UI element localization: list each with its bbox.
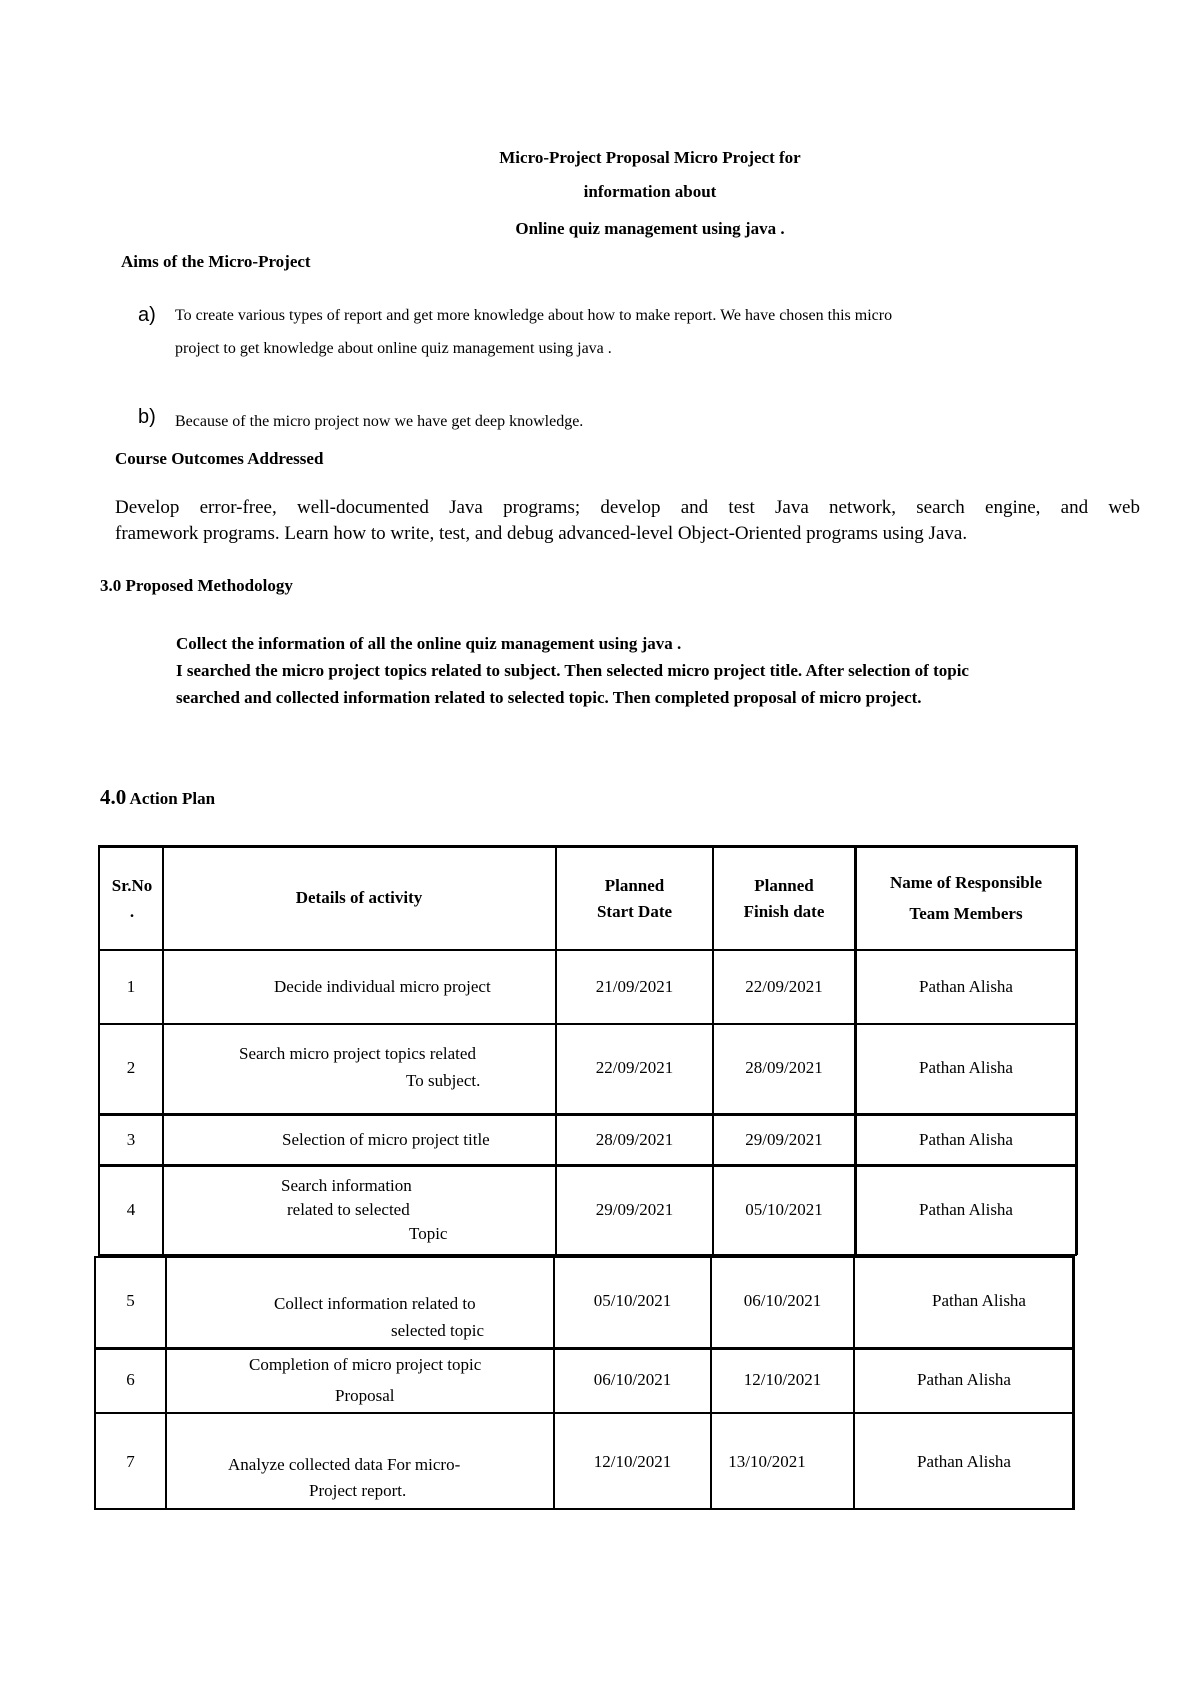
header-member-2: Team Members	[909, 904, 1023, 923]
title-line-3: Online quiz management using java .	[515, 219, 785, 238]
row-4-member: Pathan Alisha	[919, 1200, 1013, 1219]
row-2-no: 2	[126, 1058, 136, 1077]
row-2-member: Pathan Alisha	[919, 1058, 1013, 1077]
title-line-1: Micro-Project Proposal Micro Project for	[499, 148, 801, 167]
row-6-finish: 12/10/2021	[743, 1370, 822, 1389]
row-2-detail-1: Search micro project topics related	[239, 1044, 476, 1063]
row-4-detail-2: related to selected	[287, 1200, 410, 1219]
aims-item-b-letter: b)	[138, 406, 156, 428]
row-3-member: Pathan Alisha	[919, 1130, 1013, 1149]
row-1-start: 21/09/2021	[595, 977, 674, 996]
row-5-no: 5	[126, 1291, 135, 1310]
title-line-2: information about	[583, 182, 717, 201]
row-4-detail-3: Topic	[409, 1224, 448, 1243]
header-finish-2: Finish date	[743, 902, 825, 921]
methodology-line-2: I searched the micro project topics related to subject. Then selected micro project title. After selection of topic	[176, 661, 969, 680]
row-7-detail-1: Analyze collected data For micro-	[228, 1455, 461, 1474]
row-3-no: 3	[126, 1130, 136, 1149]
header-start-1: Planned	[604, 876, 665, 895]
row-1-detail: Decide individual micro project	[274, 977, 491, 996]
header-srno-dot: .	[129, 902, 135, 921]
header-srno: Sr.No	[111, 876, 153, 895]
row-6-member: Pathan Alisha	[917, 1370, 1011, 1389]
header-start-2: Start Date	[596, 902, 673, 921]
row-6-detail-2: Proposal	[335, 1386, 395, 1405]
aims-heading: Aims of the Micro-Project	[121, 252, 311, 271]
row-3-detail: Selection of micro project title	[282, 1130, 490, 1149]
header-member-1: Name of Responsible	[889, 873, 1043, 892]
row-5-detail-1: Collect information related to	[274, 1294, 476, 1313]
methodology-line-1: Collect the information of all the online quiz management using java .	[176, 634, 682, 653]
row-4-detail-1: Search information	[281, 1176, 412, 1195]
row-5-finish: 06/10/2021	[743, 1291, 822, 1310]
action-plan-number: 4.0	[100, 785, 127, 809]
action-plan-title: Action Plan	[126, 789, 216, 808]
aims-item-a-line2: project to get knowledge about online quiz management using java .	[175, 340, 612, 357]
row-3-start: 28/09/2021	[595, 1130, 674, 1149]
row-4-finish: 05/10/2021	[745, 1200, 823, 1219]
header-finish-1: Planned	[754, 876, 814, 895]
row-5-detail-2: selected topic	[391, 1321, 484, 1340]
methodology-line-3: searched and collected information related to selected topic. Then completed proposal of micro project.	[176, 688, 922, 707]
action-plan-heading	[100, 785, 215, 810]
row-3-finish: 29/09/2021	[745, 1130, 823, 1149]
row-2-finish: 28/09/2021	[745, 1058, 823, 1077]
aims-item-b-line1: Because of the micro project now we have get deep knowledge.	[175, 413, 584, 430]
row-4-start: 29/09/2021	[595, 1200, 674, 1219]
row-2-start: 22/09/2021	[595, 1058, 674, 1077]
row-5-member: Pathan Alisha	[932, 1291, 1026, 1310]
row-1-no: 1	[126, 977, 136, 996]
aims-item-a-line1: To create various types of report and get more knowledge about how to make report. We have chosen this micro	[175, 307, 893, 324]
row-5-start: 05/10/2021	[593, 1291, 672, 1310]
row-6-detail-1: Completion of micro project topic	[249, 1355, 482, 1374]
row-7-member: Pathan Alisha	[917, 1452, 1011, 1471]
course-heading: Course Outcomes Addressed	[115, 449, 324, 468]
course-line-1: Develop error-free, well-documented Java programs; develop and test Java network, search engine, and web	[115, 497, 1140, 518]
header-details: Details of activity	[295, 888, 423, 907]
row-7-start: 12/10/2021	[593, 1452, 672, 1471]
row-1-member: Pathan Alisha	[919, 977, 1013, 996]
row-2-detail-2: To subject.	[406, 1071, 481, 1090]
row-7-detail-2: Project report.	[309, 1481, 407, 1500]
aims-item-a-letter: a)	[138, 304, 156, 326]
course-line-2: framework programs. Learn how to write, test, and debug advanced-level Object-Oriented programs using Java.	[115, 523, 968, 544]
row-7-no: 7	[126, 1452, 135, 1471]
row-6-start: 06/10/2021	[593, 1370, 672, 1389]
row-6-no: 6	[126, 1370, 135, 1389]
row-4-no: 4	[126, 1200, 136, 1219]
methodology-heading: 3.0 Proposed Methodology	[100, 576, 293, 595]
row-1-finish: 22/09/2021	[745, 977, 823, 996]
row-7-finish: 13/10/2021	[728, 1452, 806, 1471]
